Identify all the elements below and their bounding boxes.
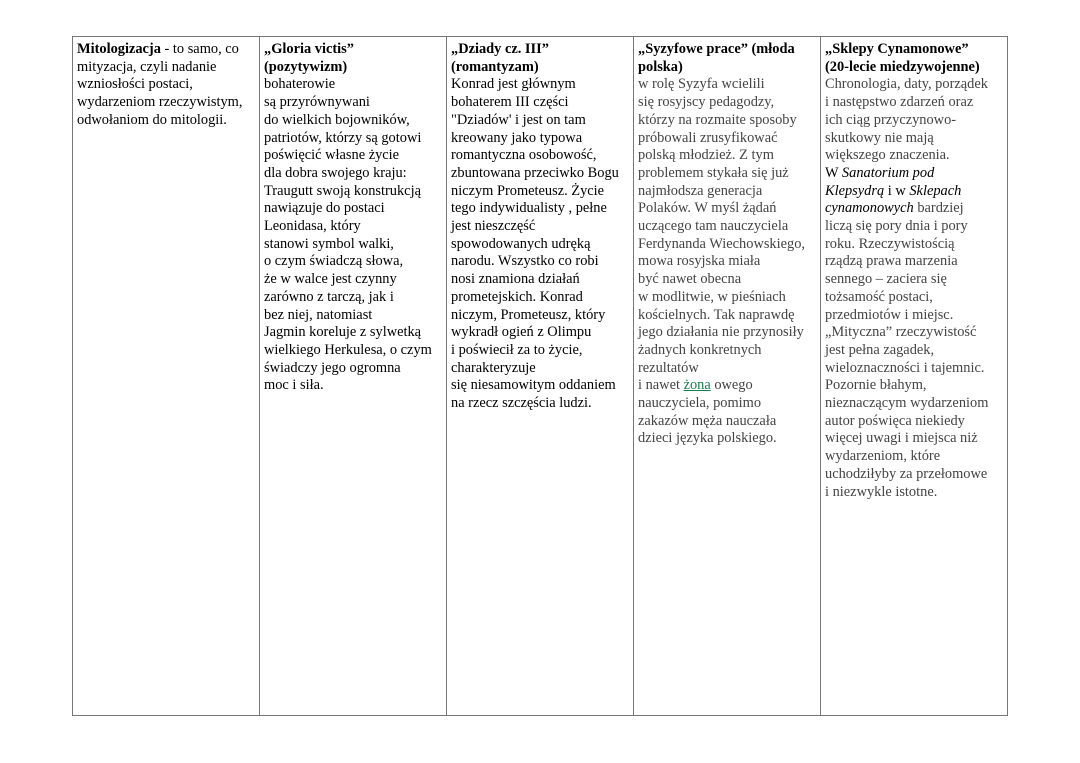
text-line: większego znaczenia. <box>825 147 950 164</box>
text-line: Leonidasa, który <box>264 218 361 235</box>
text-line: wielkiego Herkulesa, o czym <box>264 341 432 358</box>
text-line: „Mityczna” rzeczywistość <box>825 324 977 341</box>
text-line: uczącego tam nauczyciela <box>638 218 789 235</box>
text-line: Chronologia, daty, porządek <box>825 76 988 93</box>
text-line: bohaterem III części <box>451 94 569 111</box>
text-line: "Dziadów' i jest on tam <box>451 111 586 128</box>
text-line: bez niej, natomiast <box>264 306 373 323</box>
text-line: do wielkich bojowników, <box>264 111 410 128</box>
text-line: świadczy jego ogromna <box>264 359 401 376</box>
text-line: wydarzeniom, które <box>825 448 941 465</box>
column-subtitle: (20-lecie miedzywojenne) <box>825 58 980 75</box>
text-line: romantyczna osobowość, <box>451 147 597 164</box>
text-line: roku. Rzeczywistością <box>825 235 955 252</box>
text-line: Pozornie błahym, <box>825 377 927 394</box>
text-line: i niezwykle istotne. <box>825 483 938 500</box>
text-line: stanowi symbol walki, <box>264 235 394 252</box>
text-line: wzniosłości postaci, <box>77 76 193 93</box>
text-line: nosi znamiona działań <box>451 271 580 288</box>
text-line: skutkowy nie mają <box>825 129 934 146</box>
text-line: uchodziłyby za przełomowe <box>825 465 988 482</box>
text-line: nieznaczącym wydarzeniom <box>825 395 989 412</box>
text-line: prometejskich. Konrad <box>451 288 583 305</box>
text-line: odwołaniom do mitologii. <box>77 111 227 128</box>
text-line: dzieci języka polskiego. <box>638 430 777 447</box>
definition-first-line: Mitologizacja - to samo, co <box>77 41 239 57</box>
text-line: Traugutt swoją konstrukcją <box>264 182 421 199</box>
text-line: się niesamowitym oddaniem <box>451 377 616 394</box>
text-line: autor poświęca niekiedy <box>825 412 965 429</box>
text-line: wieloznaczności i tajemnic. <box>825 359 985 376</box>
cell-dziady <box>447 37 634 716</box>
text-line: mowa rosyjska miała <box>638 253 761 270</box>
cell-mitologizacja <box>73 37 260 716</box>
text-line: wykradł ogień z Olimpu <box>451 324 592 341</box>
text-line: jest pełna zagadek, <box>825 341 935 358</box>
text-line: kościelnych. Tak naprawdę <box>638 306 795 323</box>
text-line: moc i siła. <box>264 377 324 394</box>
text-line: patriotów, którzy są gotowi <box>264 129 422 146</box>
text-line: którzy na rozmaite sposoby <box>638 111 797 128</box>
zona-link[interactable]: żona <box>683 377 711 394</box>
text-line: Konrad jest głównym <box>451 76 576 93</box>
text-line: Ferdynanda Wiechowskiego, <box>638 235 806 252</box>
text-line: o czym świadczą słowa, <box>264 253 404 270</box>
text-line-book-title: Klepsydrą i w Sklepach <box>825 182 962 199</box>
cell-syzyfowe-prace <box>634 37 821 716</box>
text-line: Polaków. W myśl żądań <box>638 200 777 217</box>
text-line: tożsamość postaci, <box>825 288 933 305</box>
text-line: niczym, Prometeusz, który <box>451 306 606 323</box>
text-line: jego działania nie przynosiły <box>638 324 804 341</box>
text-line: tego indywidualisty , pełne <box>451 200 607 217</box>
column-title: „Sklepy Cynamonowe” <box>825 41 969 57</box>
text-line: być nawet obecna <box>638 271 742 288</box>
column-title: „Dziady cz. III” <box>451 41 549 57</box>
text-line: sennego – zaciera się <box>825 271 947 288</box>
content-table <box>72 36 1008 716</box>
text-line: się rosyjscy pedagodzy, <box>638 94 775 111</box>
table-row <box>73 37 1008 716</box>
text-line: poświęcić własne życie <box>264 147 400 164</box>
column-subtitle: (pozytywizm) <box>264 58 348 75</box>
text-line: Jagmin koreluje z sylwetką <box>264 324 422 341</box>
text-line: najmłodsza generacja <box>638 182 763 199</box>
text-line: bohaterowie <box>264 76 336 93</box>
text-line-book-title: W Sanatorium pod <box>825 164 935 181</box>
text-line: w modlitwie, w pieśniach <box>638 288 786 305</box>
text-line: na rzecz szczęścia ludzi. <box>451 395 592 412</box>
column-subtitle: (romantyzam) <box>451 58 539 75</box>
text-line: kreowany jako typowa <box>451 129 583 146</box>
text-line: liczą się pory dnia i pory <box>825 218 968 235</box>
text-line: wydarzeniom rzeczywistym, <box>77 94 243 111</box>
text-line: żadnych konkretnych <box>638 341 762 358</box>
text-line: rządzą prawa marzenia <box>825 253 958 270</box>
text-line: zbuntowana przeciwko Bogu <box>451 164 619 181</box>
text-line: są przyrównywani <box>264 94 370 111</box>
text-line: narodu. Wszystko co robi <box>451 253 599 270</box>
text-line: i poświecił za to życie, <box>451 341 583 358</box>
column-title: „Gloria victis” <box>264 41 354 57</box>
book-title-sanatorium: Sanatorium pod <box>841 164 935 181</box>
column-title: „Syzyfowe prace” (młoda <box>638 41 795 57</box>
cell-sklepy-cynamonowe <box>821 37 1008 716</box>
text-line: próbowali zrusyfikować <box>638 129 778 146</box>
text-line: jest nieszczęść <box>451 218 536 235</box>
text-line: nawiązuje do postaci <box>264 200 385 217</box>
text-line: rezultatów <box>638 359 699 376</box>
cell-gloria-victis <box>260 37 447 716</box>
book-title-sklepy: Sklepach <box>909 182 962 199</box>
text-line: w rolę Syzyfa wcielili <box>638 76 765 93</box>
column-subtitle: polska) <box>638 58 683 75</box>
text-line: niczym Prometeusz. Życie <box>451 182 605 199</box>
text-line: problemem stykała się już <box>638 164 789 181</box>
text-line: charakteryzuje <box>451 359 536 376</box>
text-line: ich ciąg przyczynowo- <box>825 111 957 128</box>
text-line: przedmiotów i miejsc. <box>825 306 954 323</box>
text-line: spowodowanych udręką <box>451 235 591 252</box>
text-line: że w walce jest czynny <box>264 271 397 288</box>
text-line: więcej uwagi i miejsca niż <box>825 430 978 447</box>
text-line-book-title: cynamonowych bardziej <box>825 200 964 217</box>
text-line: dla dobra swojego kraju: <box>264 164 407 181</box>
text-line: zakazów męża nauczała <box>638 412 777 429</box>
text-line: mityzacja, czyli nadanie <box>77 58 217 75</box>
text-line-with-link: i nawet żona owego <box>638 377 753 394</box>
text-line: polską młodzież. Z tym <box>638 147 774 164</box>
text-line: zarówno z tarczą, jak i <box>264 288 394 305</box>
text-line: i następstwo zdarzeń oraz <box>825 94 974 111</box>
term-heading: Mitologizacja <box>77 41 161 57</box>
text-line: nauczyciela, pomimo <box>638 395 762 412</box>
